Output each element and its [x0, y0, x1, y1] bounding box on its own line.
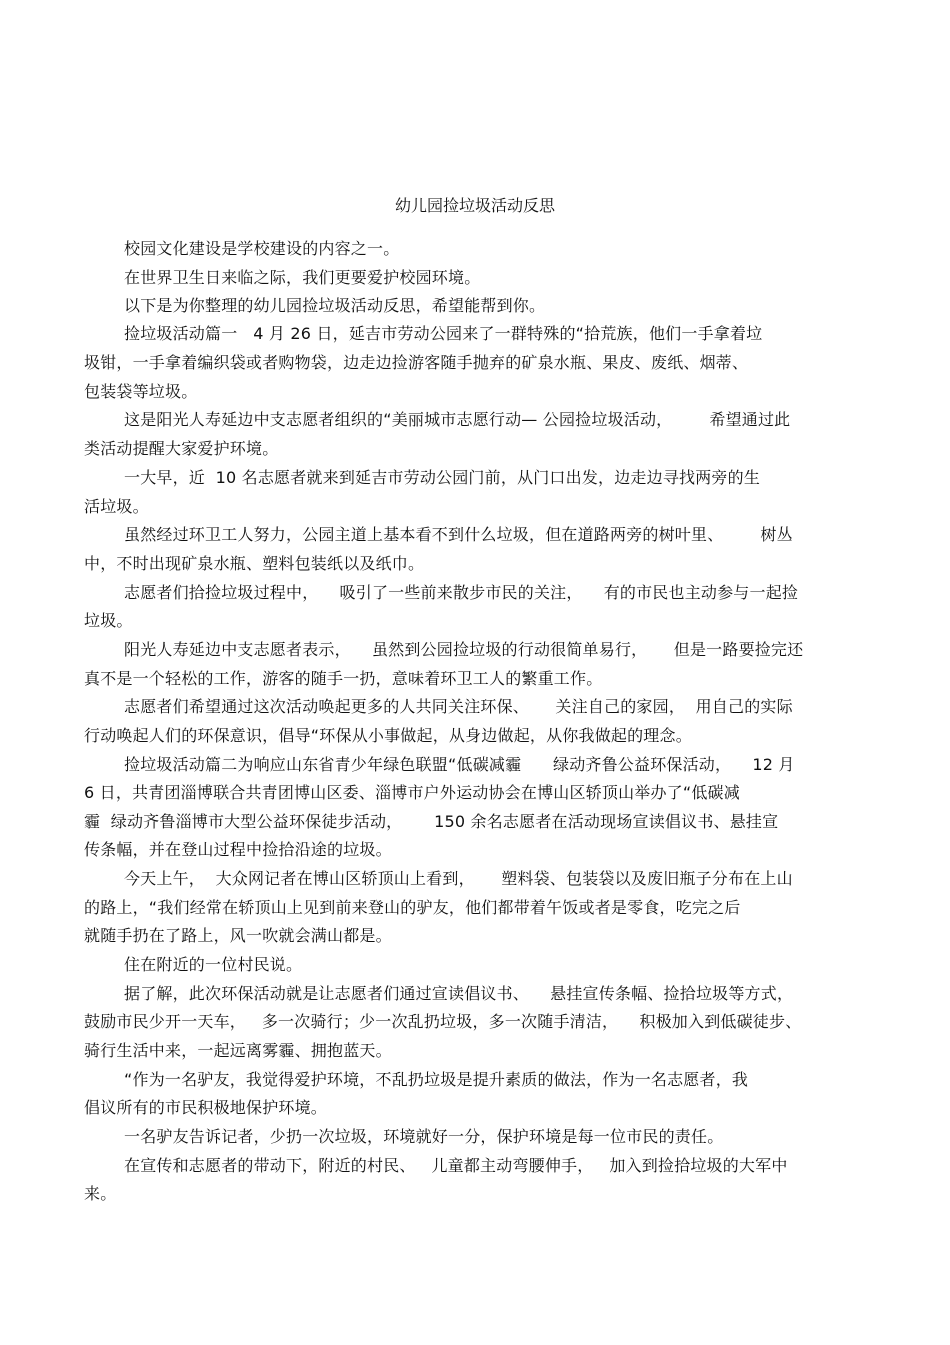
paragraph-line: 传条幅，并在登山过程中捡拾沿途的垃圾。: [84, 840, 392, 859]
paragraph-line: 一名驴友告诉记者，少扔一次垃圾，环境就好一分，保护环境是每一位市民的责任。: [124, 1127, 724, 1146]
paragraph-line: 在宣传和志愿者的带动下，附近的村民、 儿童都主动弯腰伸手， 加入到捡拾垃圾的大军中: [124, 1156, 788, 1175]
paragraph-line: 就随手扔在了路上，风一吹就会满山都是。: [84, 926, 392, 945]
paragraph-line: 志愿者们拾捡垃圾过程中， 吸引了一些前来散步市民的关注， 有的市民也主动参与一起捡: [124, 583, 799, 602]
paragraph-line: 校园文化建设是学校建设的内容之一。: [124, 239, 400, 258]
paragraph-line: 中，不时出现矿泉水瓶、塑料包装纸以及纸巾。: [84, 554, 425, 573]
paragraph-line: 志愿者们希望通过这次活动唤起更多的人共同关注环保、 关注自己的家园， 用自己的实际: [124, 697, 793, 716]
paragraph-line: 的路上，“我们经常在轿顶山上见到前来登山的驴友，他们都带着午饭或者是零食，吃完之后: [84, 898, 741, 917]
paragraph-line: 倡议所有的市民积极地保护环境。: [84, 1098, 328, 1117]
paragraph-line: 6 日，共青团淄博联合共青团博山区委、淄博市户外运动协会在博山区轿顶山举办了“低碳减: [84, 783, 740, 802]
paragraph-line: 这是阳光人寿延边中支志愿者组织的“美丽城市志愿行动— 公园捡垃圾活动， 希望通过此: [124, 410, 791, 429]
paragraph-line: 以下是为你整理的幼儿园捡垃圾活动反思，希望能帮到你。: [124, 296, 546, 315]
paragraph-line: 捡垃圾活动篇二为响应山东省青少年绿色联盟“低碳减霾 绿动齐鲁公益环保活动， 12 月: [124, 755, 795, 774]
paragraph-line: 一大早，近 10 名志愿者就来到延吉市劳动公园门前，从门口出发，边走边寻找两旁的生: [124, 468, 761, 487]
paragraph-line: 据了解，此次环保活动就是让志愿者们通过宣读倡议书、 悬挂宣传条幅、捡拾垃圾等方式，: [124, 984, 794, 1003]
paragraph-line: 来。: [84, 1184, 117, 1203]
paragraph-line: “作为一名驴友，我觉得爱护环境，不乱扔垃圾是提升素质的做法，作为一名志愿者，我: [124, 1070, 749, 1089]
paragraph-line: 包装袋等垃圾。: [84, 382, 198, 401]
paragraph-line: 真不是一个轻松的工作，游客的随手一扔，意味着环卫工人的繁重工作。: [84, 669, 603, 688]
paragraph-line: 骑行生活中来，一起远离雾霾、拥抱蓝天。: [84, 1041, 392, 1060]
paragraph-line: 活垃圾。: [84, 497, 149, 516]
paragraph-line: 今天上午， 大众网记者在博山区轿顶山上看到， 塑料袋、包装袋以及废旧瓶子分布在上山: [124, 869, 793, 888]
paragraph-line: 类活动提醒大家爱护环境。: [84, 439, 279, 458]
document-title: 幼儿园捡垃圾活动反思: [394, 196, 555, 215]
paragraph-line: 捡垃圾活动篇一 4 月 26 日，延吉市劳动公园来了一群特殊的“拾荒族，他们一手拿着垃: [124, 324, 763, 343]
paragraph-line: 鼓励市民少开一天车， 多一次骑行；少一次乱扔垃圾，多一次随手清洁， 积极加入到低碳徒步、: [84, 1012, 802, 1031]
paragraph-line: 圾钳，一手拿着编织袋或者购物袋，边走边捡游客随手抛弃的矿泉水瓶、果皮、废纸、烟蒂、: [84, 353, 749, 372]
paragraph-line: 住在附近的一位村民说。: [124, 955, 303, 974]
paragraph-line: 虽然经过环卫工人努力，公园主道上基本看不到什么垃圾，但在道路两旁的树叶里、 树丛: [124, 525, 793, 544]
paragraph-line: 阳光人寿延边中支志愿者表示， 虽然到公园捡垃圾的行动很简单易行， 但是一路要捡完还: [124, 640, 804, 659]
paragraph-line: 霾 绿动齐鲁淄博市大型公益环保徒步活动， 150 余名志愿者在活动现场宣读倡议书、悬挂宣: [84, 812, 779, 831]
paragraph-line: 垃圾。: [84, 611, 133, 630]
paragraph-line: 在世界卫生日来临之际，我们更要爱护校园环境。: [124, 268, 481, 287]
paragraph-line: 行动唤起人们的环保意识，倡导“环保从小事做起，从身边做起，从你我做起的理念。: [84, 726, 692, 745]
